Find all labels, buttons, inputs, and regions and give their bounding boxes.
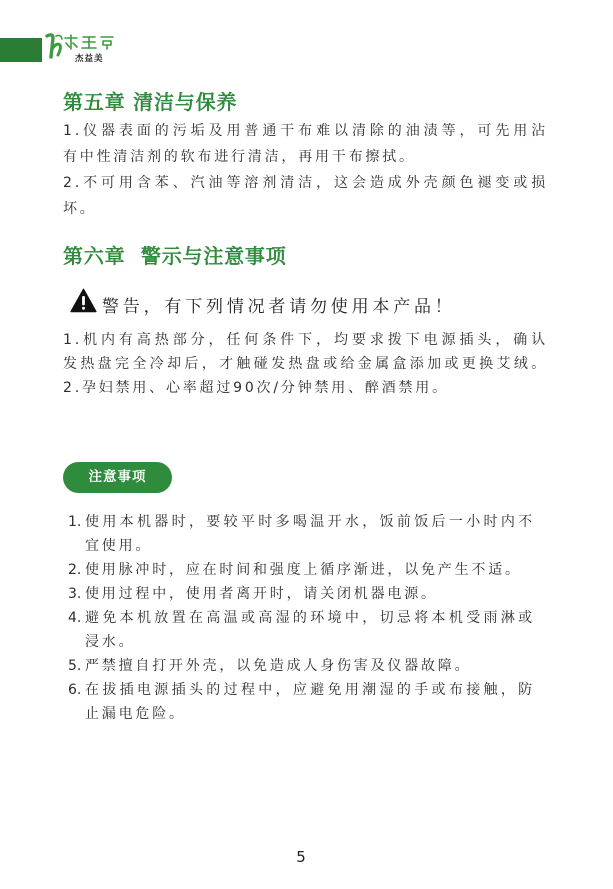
- list-item-line: 止漏电危险。: [85, 706, 186, 722]
- list-item-line: 宜使用。: [85, 538, 153, 554]
- warning-triangle-icon: [70, 288, 97, 313]
- list-item-line: 使用本机器时，要较平时多喝温开水，饭前饭后一小时内不: [85, 514, 535, 530]
- page-number: 5: [296, 848, 306, 866]
- list-item: [68, 582, 535, 606]
- paragraph-line: 1.仪器表面的污垢及用普通干布难以清除的油渍等，可先用沾: [63, 123, 548, 139]
- chapter-6-title: 第六章 警示与注意事项: [63, 244, 287, 268]
- list-item-line: 避免本机放置在高温或高湿的环境中，切忌将本机受雨淋或: [85, 610, 535, 626]
- warning-text: 警告，有下列情况者请勿使用本产品！: [102, 297, 456, 317]
- list-item-number: 2.: [68, 562, 82, 578]
- list-item: [68, 558, 535, 582]
- list-item-number: 5.: [68, 658, 82, 674]
- list-item-number: 6.: [68, 682, 82, 698]
- list-item-line: 严禁擅自打开外壳，以免造成人身伤害及仪器故障。: [85, 658, 472, 674]
- precautions-badge: 注意事项: [63, 462, 172, 493]
- logo-subtitle: 杰益美: [75, 54, 104, 64]
- brand-logo: [44, 32, 126, 66]
- list-item-number: 3.: [68, 586, 82, 602]
- paragraph-line: 坏。: [63, 201, 97, 217]
- list-item-number: 1.: [68, 514, 82, 530]
- precautions-list: [68, 510, 535, 726]
- list-item-line: 在拔插电源插头的过程中，应避免用潮湿的手或布接触，防: [85, 682, 535, 698]
- paragraph-line: 2.孕妇禁用、心率超过90次/分钟禁用、醉酒禁用。: [63, 380, 449, 396]
- chapter-6-body: [63, 328, 548, 400]
- paragraph-line: 2.不可用含苯、汽油等溶剂清洁，这会造成外壳颜色褪变或损: [63, 175, 548, 191]
- logo-lettering: [65, 35, 113, 49]
- list-item-line: 使用过程中，使用者离开时，请关闭机器电源。: [85, 586, 438, 602]
- list-item-number: 4.: [68, 610, 82, 626]
- list-item-line: 浸水。: [85, 634, 136, 650]
- list-item: [68, 654, 535, 678]
- header-accent-bar: [0, 38, 42, 62]
- paragraph-line: 有中性清洁剂的软布进行清洁，再用干布擦拭。: [63, 149, 416, 165]
- list-item-line: 使用脉冲时，应在时间和强度上循序渐进，以免产生不适。: [85, 562, 522, 578]
- paragraph-line: 1.机内有高热部分，任何条件下，均要求拨下电源插头，确认: [63, 332, 548, 348]
- paragraph-line: 发热盘完全冷却后，才触碰发热盘或给金属盒添加或更换艾绒。: [63, 356, 548, 372]
- list-item: [68, 606, 535, 654]
- list-item: [68, 678, 535, 726]
- chapter-5-title: 第五章 清洁与保养: [63, 90, 238, 114]
- chapter-5-body: [63, 118, 548, 222]
- list-item: [68, 510, 535, 558]
